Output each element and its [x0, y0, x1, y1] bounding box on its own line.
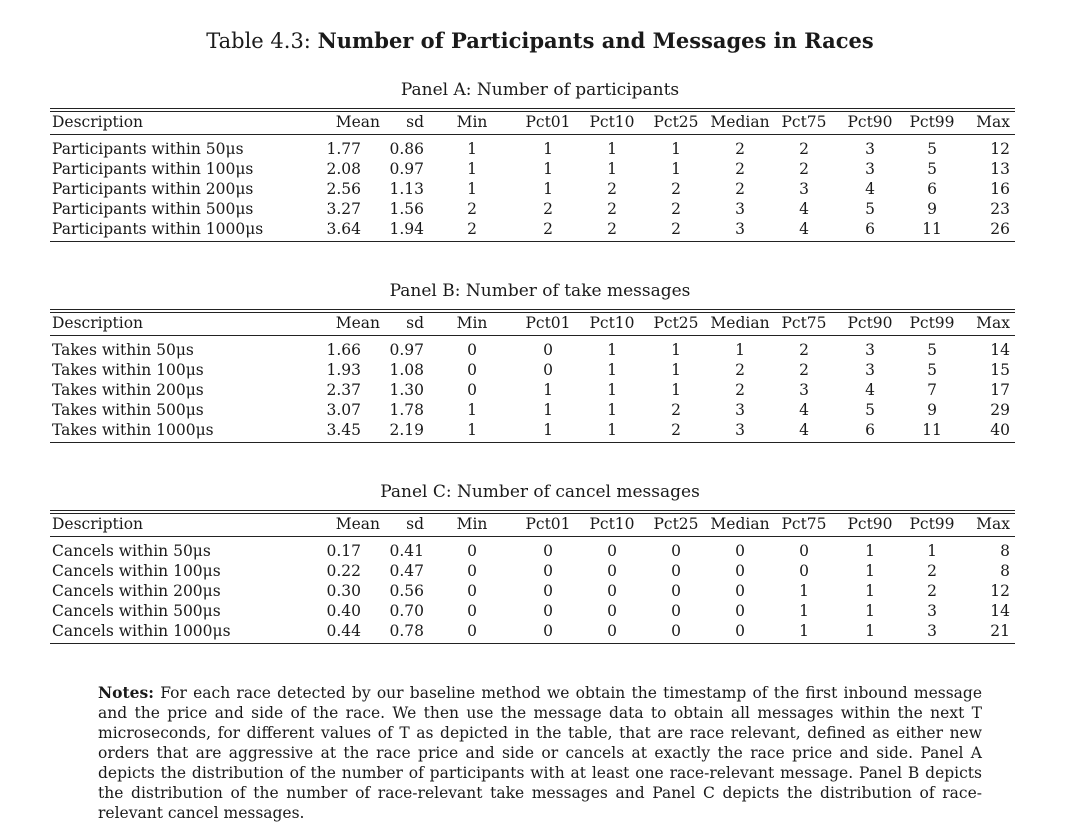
table-cell: 1 [467, 180, 477, 198]
table-cell: 0.30 [326, 582, 361, 600]
table-cell: 11 [922, 421, 942, 439]
panel-c-table [50, 510, 1015, 644]
table-cell: 21 [990, 622, 1010, 640]
table-cell: 6 [865, 220, 875, 238]
table-cell: 14 [990, 341, 1010, 359]
table-cell: 1.78 [389, 401, 424, 419]
table-cell: 1 [865, 602, 875, 620]
table-cell: 1.08 [389, 361, 424, 379]
table-cell: 1 [607, 341, 617, 359]
table-cell: 1 [927, 542, 937, 560]
table-cell: 0 [735, 602, 745, 620]
table-cell: 3 [865, 341, 875, 359]
table-cell: 4 [799, 200, 809, 218]
table-cell: 1 [671, 160, 681, 178]
table-cell: 6 [927, 180, 937, 198]
column-header: Pct25 [653, 314, 699, 332]
table-cell: 0.97 [389, 160, 424, 178]
table-cell: 0 [467, 341, 477, 359]
table-cell: 1 [607, 140, 617, 158]
table-cell: 0 [671, 622, 681, 640]
table-cell: 1 [543, 381, 553, 399]
table-cell: 0 [467, 622, 477, 640]
table-cell: 2 [735, 160, 745, 178]
column-header: Max [976, 113, 1010, 131]
table-cell: 2 [799, 361, 809, 379]
table-cell: 2.37 [326, 381, 361, 399]
column-header: Max [976, 515, 1010, 533]
column-header: Pct75 [781, 515, 827, 533]
table-cell: 26 [990, 220, 1010, 238]
table-cell: 8 [1000, 562, 1010, 580]
table-cell: 4 [799, 220, 809, 238]
column-header: Max [976, 314, 1010, 332]
table-cell: 4 [799, 421, 809, 439]
table-cell: 1 [467, 421, 477, 439]
table-row [50, 360, 1015, 380]
table-cell: 0 [671, 582, 681, 600]
table-cell: 1 [543, 180, 553, 198]
table-row [50, 159, 1015, 179]
table-cell: 0.22 [326, 562, 361, 580]
table-cell: 13 [990, 160, 1010, 178]
table-header-row [50, 313, 1015, 336]
table-cell: 0 [543, 542, 553, 560]
table-body [50, 537, 1015, 644]
column-header: Pct25 [653, 113, 699, 131]
column-header: Pct75 [781, 113, 827, 131]
table-cell: 0 [735, 542, 745, 560]
row-description: Takes within 100μs [52, 361, 204, 379]
table-cell: 0 [671, 542, 681, 560]
table-cell: 5 [927, 341, 937, 359]
table-cell: 1 [467, 140, 477, 158]
table-notes [98, 683, 982, 823]
table-cell: 0.78 [389, 622, 424, 640]
table-cell: 4 [865, 180, 875, 198]
table-body [50, 135, 1015, 242]
table-cell: 23 [990, 200, 1010, 218]
table-cell: 1 [607, 401, 617, 419]
column-header: Pct25 [653, 515, 699, 533]
table-cell: 0.40 [326, 602, 361, 620]
table-cell: 1 [467, 160, 477, 178]
table-cell: 0 [543, 582, 553, 600]
column-header: Mean [335, 314, 380, 332]
table-cell: 3 [735, 421, 745, 439]
table-cell: 1 [607, 421, 617, 439]
table-row [50, 219, 1015, 239]
table-cell: 3 [865, 160, 875, 178]
table-cell: 12 [990, 140, 1010, 158]
column-header: Pct10 [589, 314, 635, 332]
table-cell: 0.56 [389, 582, 424, 600]
row-description: Takes within 1000μs [52, 421, 214, 439]
table-cell: 3.64 [326, 220, 361, 238]
table-cell: 1 [671, 381, 681, 399]
table-cell: 1.56 [389, 200, 424, 218]
table-cell: 3 [865, 140, 875, 158]
row-description: Cancels within 200μs [52, 582, 221, 600]
table-row [50, 199, 1015, 219]
table-cell: 3.27 [326, 200, 361, 218]
table-cell: 1.94 [389, 220, 424, 238]
table-cell: 1 [865, 562, 875, 580]
table-cell: 2 [927, 562, 937, 580]
table-body [50, 336, 1015, 443]
table-cell: 1.13 [389, 180, 424, 198]
column-header: Pct75 [781, 314, 827, 332]
table-cell: 3.45 [326, 421, 361, 439]
table-row [50, 400, 1015, 420]
table-cell: 1 [799, 582, 809, 600]
table-cell: 15 [990, 361, 1010, 379]
table-cell: 1.30 [389, 381, 424, 399]
panel-a-title: Panel A: Number of participants [400, 80, 680, 100]
table-cell: 0 [543, 341, 553, 359]
table-cell: 2 [799, 160, 809, 178]
table-cell: 1 [799, 622, 809, 640]
table-cell: 0.97 [389, 341, 424, 359]
table-cell: 2 [671, 220, 681, 238]
column-header: Median [710, 314, 770, 332]
column-header: Min [456, 113, 488, 131]
column-header: Median [710, 113, 770, 131]
table-cell: 0.41 [389, 542, 424, 560]
table-cell: 2 [671, 180, 681, 198]
table-cell: 0 [735, 622, 745, 640]
column-header: Mean [335, 515, 380, 533]
table-header-row [50, 112, 1015, 135]
table-cell: 2 [671, 200, 681, 218]
row-description: Cancels within 100μs [52, 562, 221, 580]
table-cell: 0 [543, 602, 553, 620]
panel-b-title: Panel B: Number of take messages [389, 281, 691, 301]
row-description: Takes within 500μs [52, 401, 204, 419]
table-cell: 0 [671, 602, 681, 620]
table-cell: 0 [543, 562, 553, 580]
table-cell: 0.47 [389, 562, 424, 580]
table-cell: 12 [990, 582, 1010, 600]
table-cell: 2 [607, 220, 617, 238]
table-cell: 0.86 [389, 140, 424, 158]
column-header: Pct99 [909, 113, 955, 131]
table-cell: 0 [735, 562, 745, 580]
column-header: sd [406, 515, 424, 533]
table-cell: 1 [543, 421, 553, 439]
column-header: Median [710, 515, 770, 533]
table-number: Table 4.3: [206, 29, 311, 53]
table-cell: 11 [922, 220, 942, 238]
row-description: Takes within 50μs [52, 341, 194, 359]
table-cell: 1 [865, 542, 875, 560]
table-cell: 3 [799, 180, 809, 198]
table-cell: 2 [927, 582, 937, 600]
table-cell: 0 [607, 622, 617, 640]
table-cell: 0 [607, 582, 617, 600]
table-row [50, 601, 1015, 621]
column-header: Min [456, 314, 488, 332]
table-cell: 1 [607, 160, 617, 178]
table-cell: 3.07 [326, 401, 361, 419]
column-header: Pct01 [525, 314, 571, 332]
table-cell: 0 [607, 562, 617, 580]
table-cell: 1 [671, 361, 681, 379]
table-cell: 2 [799, 341, 809, 359]
table-cell: 0 [799, 562, 809, 580]
table-cell: 3 [799, 381, 809, 399]
table-cell: 2 [607, 180, 617, 198]
table-cell: 0 [543, 361, 553, 379]
table-cell: 0 [467, 361, 477, 379]
table-cell: 1 [607, 361, 617, 379]
column-header: Pct99 [909, 515, 955, 533]
table-cell: 1 [865, 582, 875, 600]
table-cell: 3 [735, 401, 745, 419]
table-cell: 17 [990, 381, 1010, 399]
table-cell: 4 [799, 401, 809, 419]
table-cell: 1 [543, 160, 553, 178]
table-cell: 9 [927, 401, 937, 419]
table-cell: 3 [865, 361, 875, 379]
column-header: Min [456, 515, 488, 533]
table-cell: 7 [927, 381, 937, 399]
table-cell: 2 [671, 421, 681, 439]
table-cell: 1 [865, 622, 875, 640]
table-cell: 0 [607, 602, 617, 620]
table-cell: 2 [735, 361, 745, 379]
table-cell: 6 [865, 421, 875, 439]
table-cell: 5 [865, 401, 875, 419]
table-cell: 2 [671, 401, 681, 419]
table-cell: 0 [799, 542, 809, 560]
table-cell: 0 [467, 542, 477, 560]
table-cell: 2 [735, 381, 745, 399]
table-cell: 0 [467, 602, 477, 620]
column-header: Description [52, 515, 144, 533]
table-cell: 4 [865, 381, 875, 399]
table-cell: 0 [467, 562, 477, 580]
column-header: Pct10 [589, 113, 635, 131]
table-cell: 2.56 [326, 180, 361, 198]
table-cell: 1 [543, 401, 553, 419]
row-description: Cancels within 1000μs [52, 622, 231, 640]
column-header: Pct10 [589, 515, 635, 533]
panel-c-title: Panel C: Number of cancel messages [380, 482, 700, 502]
table-cell: 2 [543, 220, 553, 238]
column-header: Pct90 [847, 113, 893, 131]
table-cell: 2 [543, 200, 553, 218]
row-description: Participants within 100μs [52, 160, 254, 178]
notes-text: For each race detected by our baseline method we obtain the timestamp of the first inbound message and the price and side of the race. We then use the message data to obtain all messages within the next T microseconds, for different values of T as depicted in the table, that are race relevant, defined as either new orders that are aggressive at the race price and side or cancels at exactly the race price and side. Panel A depicts the distribution of the number of participants with at least one race-relevant message. Panel B depicts the distribution of the number of race-relevant take messages and Panel C depicts the distribution of race-relevant cancel messages. [98, 684, 982, 822]
table-cell: 0 [607, 542, 617, 560]
table-caption [0, 28, 1080, 53]
table-row [50, 621, 1015, 641]
table-cell: 2 [735, 140, 745, 158]
column-header: Mean [335, 113, 380, 131]
table-row [50, 420, 1015, 440]
row-description: Cancels within 50μs [52, 542, 211, 560]
panel-b-table [50, 309, 1015, 443]
table-header-row [50, 514, 1015, 537]
row-description: Participants within 500μs [52, 200, 254, 218]
table-cell: 16 [990, 180, 1010, 198]
table-cell: 8 [1000, 542, 1010, 560]
table-cell: 3 [927, 622, 937, 640]
table-row [50, 581, 1015, 601]
table-cell: 0.70 [389, 602, 424, 620]
table-row [50, 541, 1015, 561]
table-cell: 40 [990, 421, 1010, 439]
table-cell: 0.17 [326, 542, 361, 560]
table-cell: 0 [543, 622, 553, 640]
table-cell: 0 [735, 582, 745, 600]
table-cell: 0 [467, 582, 477, 600]
column-header: Pct90 [847, 515, 893, 533]
table-cell: 5 [927, 140, 937, 158]
table-cell: 9 [927, 200, 937, 218]
table-cell: 5 [865, 200, 875, 218]
table-row [50, 179, 1015, 199]
notes-label: Notes: [98, 683, 154, 702]
table-title: Number of Participants and Messages in Races [317, 28, 874, 53]
table-cell: 2 [467, 200, 477, 218]
table-cell: 2 [467, 220, 477, 238]
table-cell: 1 [607, 381, 617, 399]
table-cell: 3 [735, 220, 745, 238]
table-cell: 1 [467, 401, 477, 419]
table-cell: 5 [927, 361, 937, 379]
table-cell: 5 [927, 160, 937, 178]
table-cell: 2 [735, 180, 745, 198]
column-header: Pct01 [525, 515, 571, 533]
table-cell: 1 [543, 140, 553, 158]
table-cell: 0 [467, 381, 477, 399]
table-cell: 1.93 [326, 361, 361, 379]
table-row [50, 561, 1015, 581]
table-cell: 2.19 [389, 421, 424, 439]
column-header: Pct01 [525, 113, 571, 131]
column-header: sd [406, 314, 424, 332]
table-cell: 3 [927, 602, 937, 620]
row-description: Participants within 200μs [52, 180, 254, 198]
column-header: sd [406, 113, 424, 131]
table-cell: 29 [990, 401, 1010, 419]
table-cell: 2 [799, 140, 809, 158]
column-header: Description [52, 113, 144, 131]
table-cell: 1 [671, 140, 681, 158]
table-cell: 3 [735, 200, 745, 218]
row-description: Participants within 50μs [52, 140, 244, 158]
table-row [50, 380, 1015, 400]
table-row [50, 340, 1015, 360]
table-cell: 1.66 [326, 341, 361, 359]
panel-a-table [50, 108, 1015, 242]
row-description: Takes within 200μs [52, 381, 204, 399]
table-cell: 2.08 [326, 160, 361, 178]
table-cell: 0 [671, 562, 681, 580]
table-cell: 1.77 [326, 140, 361, 158]
column-header: Pct99 [909, 314, 955, 332]
table-row [50, 139, 1015, 159]
column-header: Description [52, 314, 144, 332]
table-cell: 1 [799, 602, 809, 620]
table-cell: 0.44 [326, 622, 361, 640]
table-cell: 2 [607, 200, 617, 218]
table-cell: 14 [990, 602, 1010, 620]
column-header: Pct90 [847, 314, 893, 332]
table-cell: 1 [735, 341, 745, 359]
row-description: Participants within 1000μs [52, 220, 264, 238]
row-description: Cancels within 500μs [52, 602, 221, 620]
table-cell: 1 [671, 341, 681, 359]
